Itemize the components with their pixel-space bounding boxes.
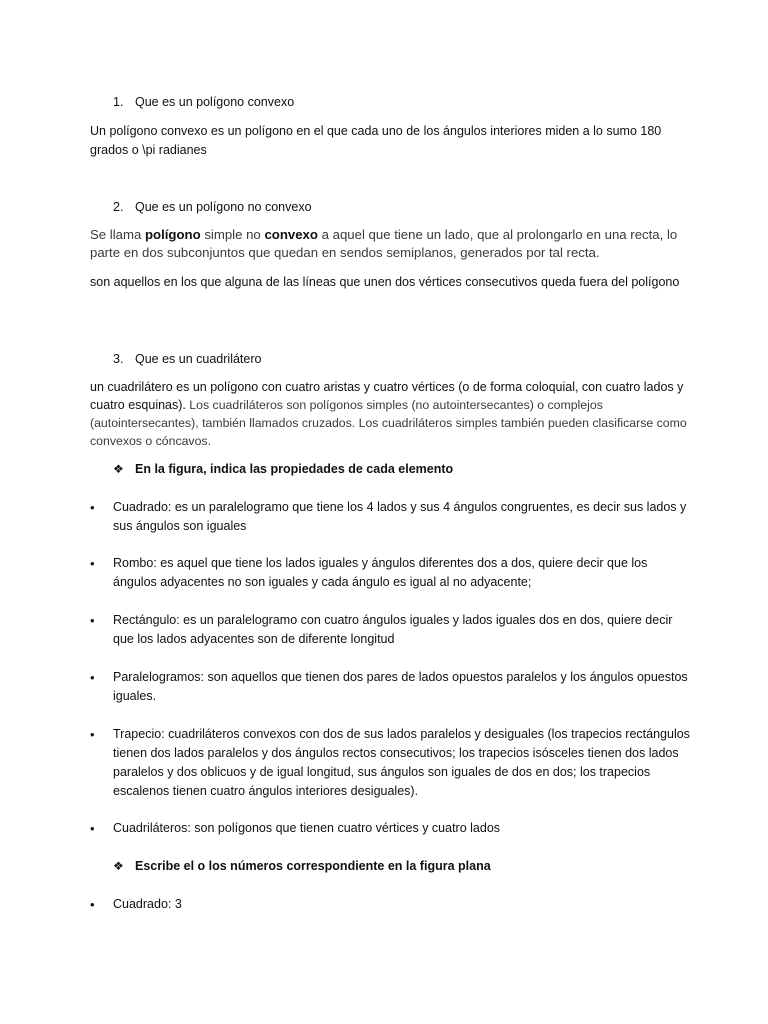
- question-2-paragraph-mid: simple no: [200, 227, 265, 242]
- question-1-answer: Un polígono convexo es un polígono en el que cada uno de los ángulos interiores miden a lo sumo 180 grados o \pi radianes: [90, 124, 662, 157]
- list-item: [90, 498, 690, 536]
- list-item-text: Cuadrado: es un paralelogramo que tiene los 4 lados y sus 4 ángulos congruentes, es decir sus lados y sus ángulos son iguales: [113, 500, 687, 533]
- bullet-icon: •: [90, 897, 95, 912]
- diamond-bullet-icon: ❖: [113, 462, 124, 476]
- bullet-icon: •: [90, 670, 95, 685]
- bullet-icon: •: [90, 821, 95, 836]
- question-2-paragraph-post: a aquel que tiene un lado, que al prolongarlo en una recta, lo parte en dos subconjuntos que quedan en sendos semiplanos, generados por tal recta.: [90, 227, 678, 260]
- question-2-paragraph: [90, 226, 690, 262]
- list-item: [90, 611, 690, 649]
- question-2-answer: son aquellos en los que alguna de las líneas que unen dos vértices consecutivos queda fuera del polígono: [90, 275, 680, 289]
- question-2-bold-poligono: polígono: [144, 227, 201, 242]
- list-item: [90, 554, 690, 592]
- bullet-icon: •: [90, 500, 95, 515]
- question-1-title: Que es un polígono convexo: [135, 95, 295, 109]
- question-2-bold-convexo: convexo: [264, 227, 318, 242]
- question-3-answer-main: un cuadrilátero es un polígono con cuatro aristas y cuatro vértices (o de forma coloquial, con cuatro lados y cuatro esquinas).: [90, 380, 684, 412]
- list-item-text: Trapecio: cuadriláteros convexos con dos de sus lados paralelos y desiguales (los trapecios rectángulos tienen dos lados paralelos y dos ángulos rectos consecutivos; los trapecios isósceles tienen dos lados paralelos y dos oblicuos y de igual longitud, sus ángulos son iguales de dos en dos; los trapecios escalenos tienen cuatro ángulos interiores desiguales).: [113, 727, 690, 798]
- question-2-heading: [113, 198, 312, 217]
- list-item-text: Rombo: es aquel que tiene los lados iguales y ángulos diferentes dos a dos, quiere decir que los ángulos adyacentes no son iguales y cada ángulo es igual al no adyacente;: [113, 556, 648, 589]
- section-2-title: Escribe el o los números correspondiente en la figura plana: [135, 859, 491, 873]
- list-item-text: Cuadrado: 3: [113, 897, 182, 911]
- bullet-icon: •: [90, 727, 95, 742]
- list-item: [90, 668, 690, 706]
- question-3-heading: [113, 350, 261, 369]
- list-item-text: Paralelogramos: son aquellos que tienen dos pares de lados opuestos paralelos y los ángulos opuestos iguales.: [113, 670, 688, 703]
- section-2-heading: [113, 857, 673, 876]
- section-1-title: En la figura, indica las propiedades de cada elemento: [135, 462, 454, 476]
- question-3-answer-extra: Los cuadriláteros son polígonos simples (no autointersecantes) o complejos (autointersecantes), también llamados cruzados. Los cuadriláteros simples también pueden clasificarse como convexos o cóncavos.: [90, 398, 687, 448]
- question-3-number: 3.: [113, 352, 124, 366]
- bullet-icon: •: [90, 556, 95, 571]
- list-item: [90, 895, 690, 914]
- question-1-heading: [113, 93, 294, 112]
- list-item-text: Cuadriláteros: son polígonos que tienen cuatro vértices y cuatro lados: [113, 821, 501, 835]
- question-2-paragraph-pre: Se llama: [90, 227, 145, 242]
- list-item: [90, 819, 690, 838]
- question-3-title: Que es un cuadrilátero: [135, 352, 262, 366]
- question-2-number: 2.: [113, 200, 124, 214]
- question-2-title: Que es un polígono no convexo: [135, 200, 312, 214]
- list-item-text: Rectángulo: es un paralelogramo con cuatro ángulos iguales y lados iguales dos en dos, quiere decir que los lados adyacentes son de diferente longitud: [113, 613, 673, 646]
- question-1-number: 1.: [113, 95, 124, 109]
- question-3-answer: [90, 378, 690, 450]
- list-item: [90, 725, 690, 801]
- diamond-outline-bullet-icon: ❖: [113, 859, 124, 873]
- section-1-heading: [113, 460, 673, 479]
- bullet-icon: •: [90, 613, 95, 628]
